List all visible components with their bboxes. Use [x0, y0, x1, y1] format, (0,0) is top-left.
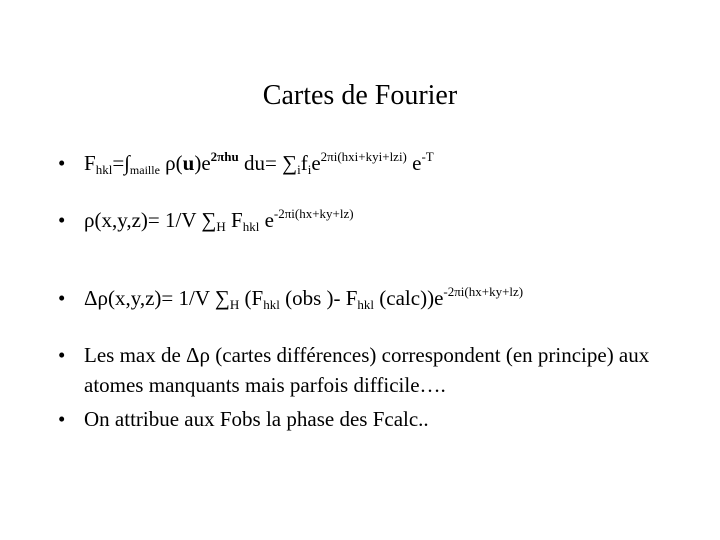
bullet-dot: •: [58, 151, 66, 175]
bullet-dot: •: [58, 407, 66, 431]
text-phase: On attribue aux Fobs la phase des Fcalc..: [84, 407, 429, 431]
formula-structure-factor: $F_{hkl}=\int_{maille}$ $\rho(u)e^{2\pi hu}$ $du= \sum_if_ie^{2\pi i(hxi+kyi+lzi)}$ $e^{-T}$: [84, 149, 434, 177]
bullet-dot: •: [58, 208, 66, 232]
bullet-dot: •: [58, 343, 66, 367]
formula-difference-density: Δρ(x,y,z)= 1/V $\sum_H$ ($F_{hkl}$ (obs )- $F_{hkl}$ $(calc))e^{-2\pi i(hx+ky+lz)}$: [84, 284, 524, 312]
text-difference-maps: Les max de Δρ (cartes différences) correspondent (en principe) aux atomes manquants mais parfois difficile….: [84, 343, 650, 397]
formula-density: ρ(x,y,z)= 1/V $\sum_H$ $F_{hkl}$ $e^{-2\pi i(hx+ky+lz)}$: [84, 206, 354, 234]
slide-title: Cartes de Fourier: [262, 80, 458, 111]
bullet-dot: •: [58, 286, 66, 310]
